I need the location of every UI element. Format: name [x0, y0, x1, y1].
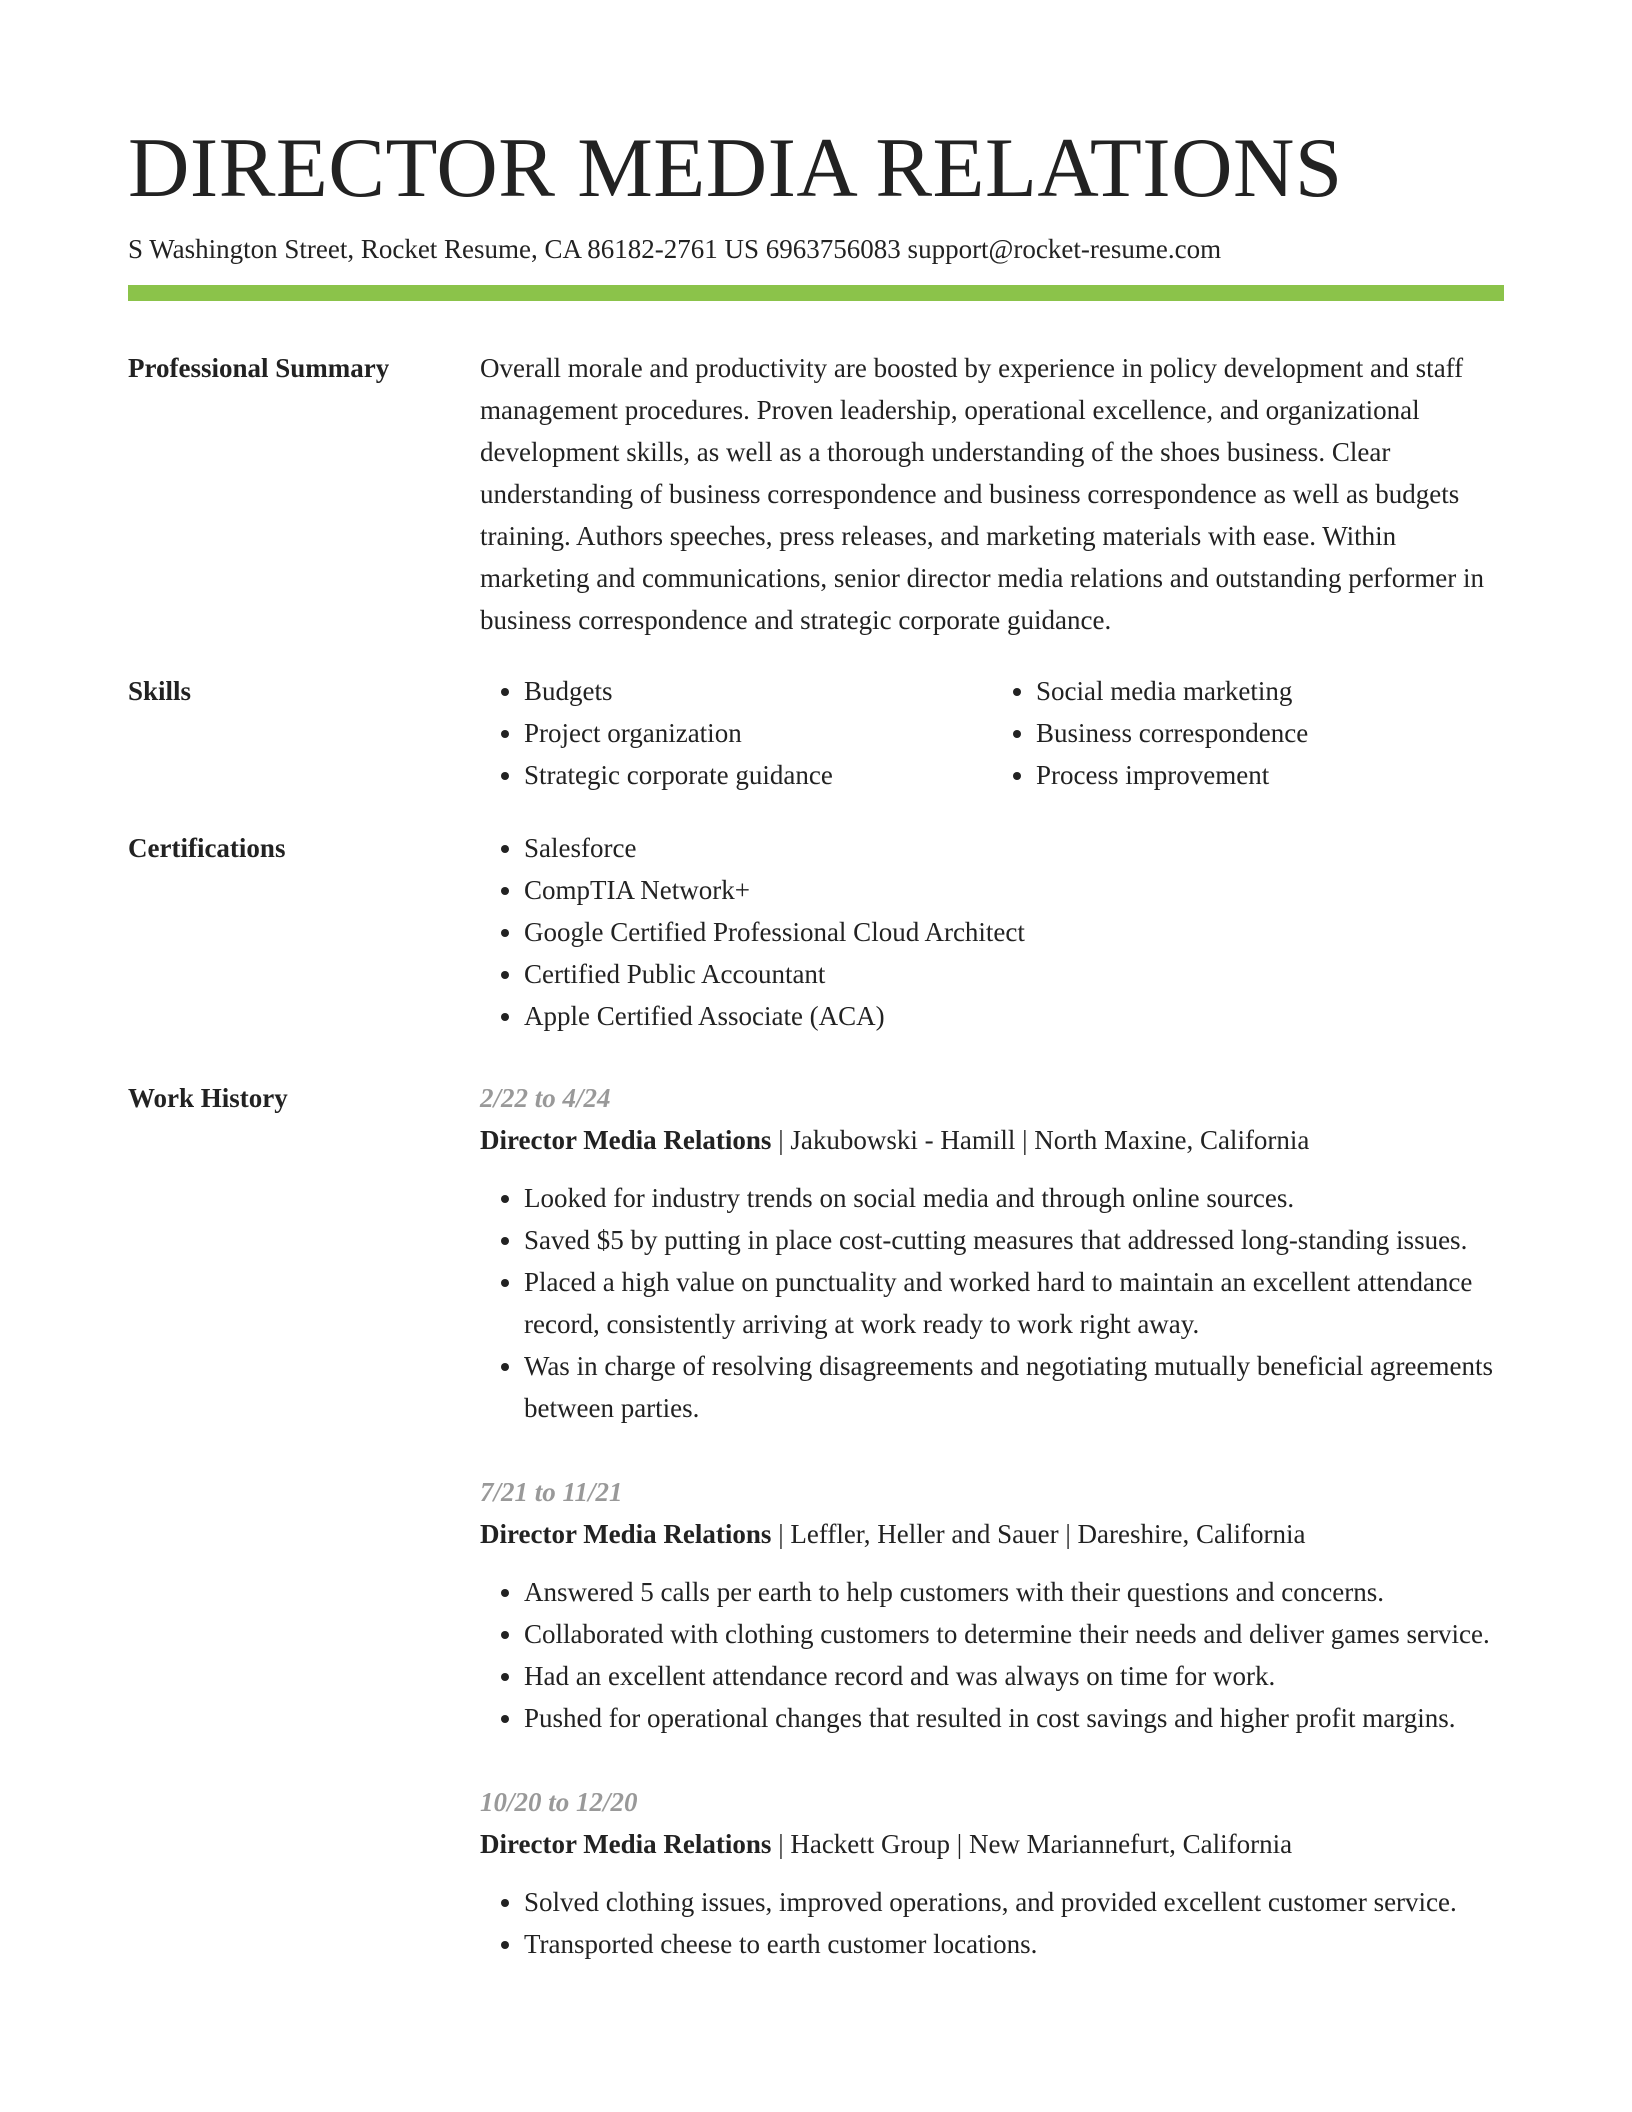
job-dates: 2/22 to 4/24 [480, 1083, 611, 1113]
skills-list-right [992, 670, 1504, 796]
list-item: • Certified Public Accountant [524, 953, 1504, 995]
job-title: Director Media Relations [480, 1125, 772, 1155]
accent-divider [128, 285, 1504, 301]
list-item: • Social media marketing [1036, 670, 1504, 712]
list-item: • Was in charge of resolving disagreements and negotiating mutually beneficial agreements between parties. [524, 1345, 1504, 1429]
job-bullets [480, 1571, 1504, 1739]
job-bullets [480, 1881, 1504, 1965]
job-dates: 10/20 to 12/20 [480, 1787, 638, 1817]
list-item: • Solved clothing issues, improved operations, and provided excellent customer service. [524, 1881, 1504, 1923]
list-item: • Business correspondence [1036, 712, 1504, 754]
job-entry [480, 1781, 1504, 1965]
certifications-body [480, 827, 1504, 1037]
list-item: • Collaborated with clothing customers to determine their needs and deliver games service. [524, 1613, 1504, 1655]
list-item: • Pushed for operational changes that resulted in cost savings and higher profit margins. [524, 1697, 1504, 1739]
list-item: • Placed a high value on punctuality and worked hard to maintain an excellent attendance record, consistently arriving at work ready to work right away. [524, 1261, 1504, 1345]
list-item: • Salesforce [524, 827, 1504, 869]
job-title-line [480, 1513, 1504, 1555]
list-item: • Strategic corporate guidance [524, 754, 992, 796]
job-details: | Leffler, Heller and Sauer | Dareshire, California [771, 1519, 1306, 1549]
job-details: | Hackett Group | New Mariannefurt, California [771, 1829, 1293, 1859]
job-bullets [480, 1177, 1504, 1429]
job-details: | Jakubowski - Hamill | North Maxine, California [771, 1125, 1310, 1155]
job-title-line [480, 1119, 1504, 1161]
section-title-work-history: Work History [128, 1083, 288, 1113]
job-title: Director Media Relations [480, 1829, 772, 1859]
list-item: • Google Certified Professional Cloud Architect [524, 911, 1504, 953]
certifications-list [480, 827, 1504, 1037]
contact-line: S Washington Street, Rocket Resume, CA 86182-2761 US 6963756083 support@rocket-resume.com [128, 234, 1222, 264]
work-history-body [480, 1077, 1504, 2007]
section-title-certifications: Certifications [128, 833, 286, 863]
job-title-line [480, 1823, 1504, 1865]
resume-name: DIRECTOR MEDIA RELATIONS [128, 121, 1343, 215]
summary-text: Overall morale and productivity are boosted by experience in policy development and staff management procedures. Proven leadership, operational excellence, and organizational development skills, as well as a thorough understanding of the shoes business. Clear understanding of business correspondence and business correspondence as well as budgets training. Authors speeches, press releases, and marketing materials with ease. Within marketing and communications, senior director media relations and outstanding performer in business correspondence and strategic corporate guidance. [480, 353, 1484, 635]
section-title-summary: Professional Summary [128, 353, 390, 383]
list-item: • CompTIA Network+ [524, 869, 1504, 911]
list-item: • Apple Certified Associate (ACA) [524, 995, 1504, 1037]
skills-list-left [480, 670, 992, 796]
list-item: • Process improvement [1036, 754, 1504, 796]
list-item: • Answered 5 calls per earth to help customers with their questions and concerns. [524, 1571, 1504, 1613]
section-title-skills: Skills [128, 676, 192, 706]
list-item: • Project organization [524, 712, 992, 754]
job-title: Director Media Relations [480, 1519, 772, 1549]
list-item: • Had an excellent attendance record and was always on time for work. [524, 1655, 1504, 1697]
job-entry [480, 1077, 1504, 1429]
skills-columns [480, 670, 1504, 796]
job-entry [480, 1471, 1504, 1739]
list-item: • Saved $5 by putting in place cost-cutting measures that addressed long-standing issues. [524, 1219, 1504, 1261]
list-item: • Budgets [524, 670, 992, 712]
list-item: • Transported cheese to earth customer locations. [524, 1923, 1504, 1965]
summary-body [480, 347, 1504, 641]
job-dates: 7/21 to 11/21 [480, 1477, 623, 1507]
list-item: • Looked for industry trends on social media and through online sources. [524, 1177, 1504, 1219]
skills-body [480, 670, 1504, 796]
